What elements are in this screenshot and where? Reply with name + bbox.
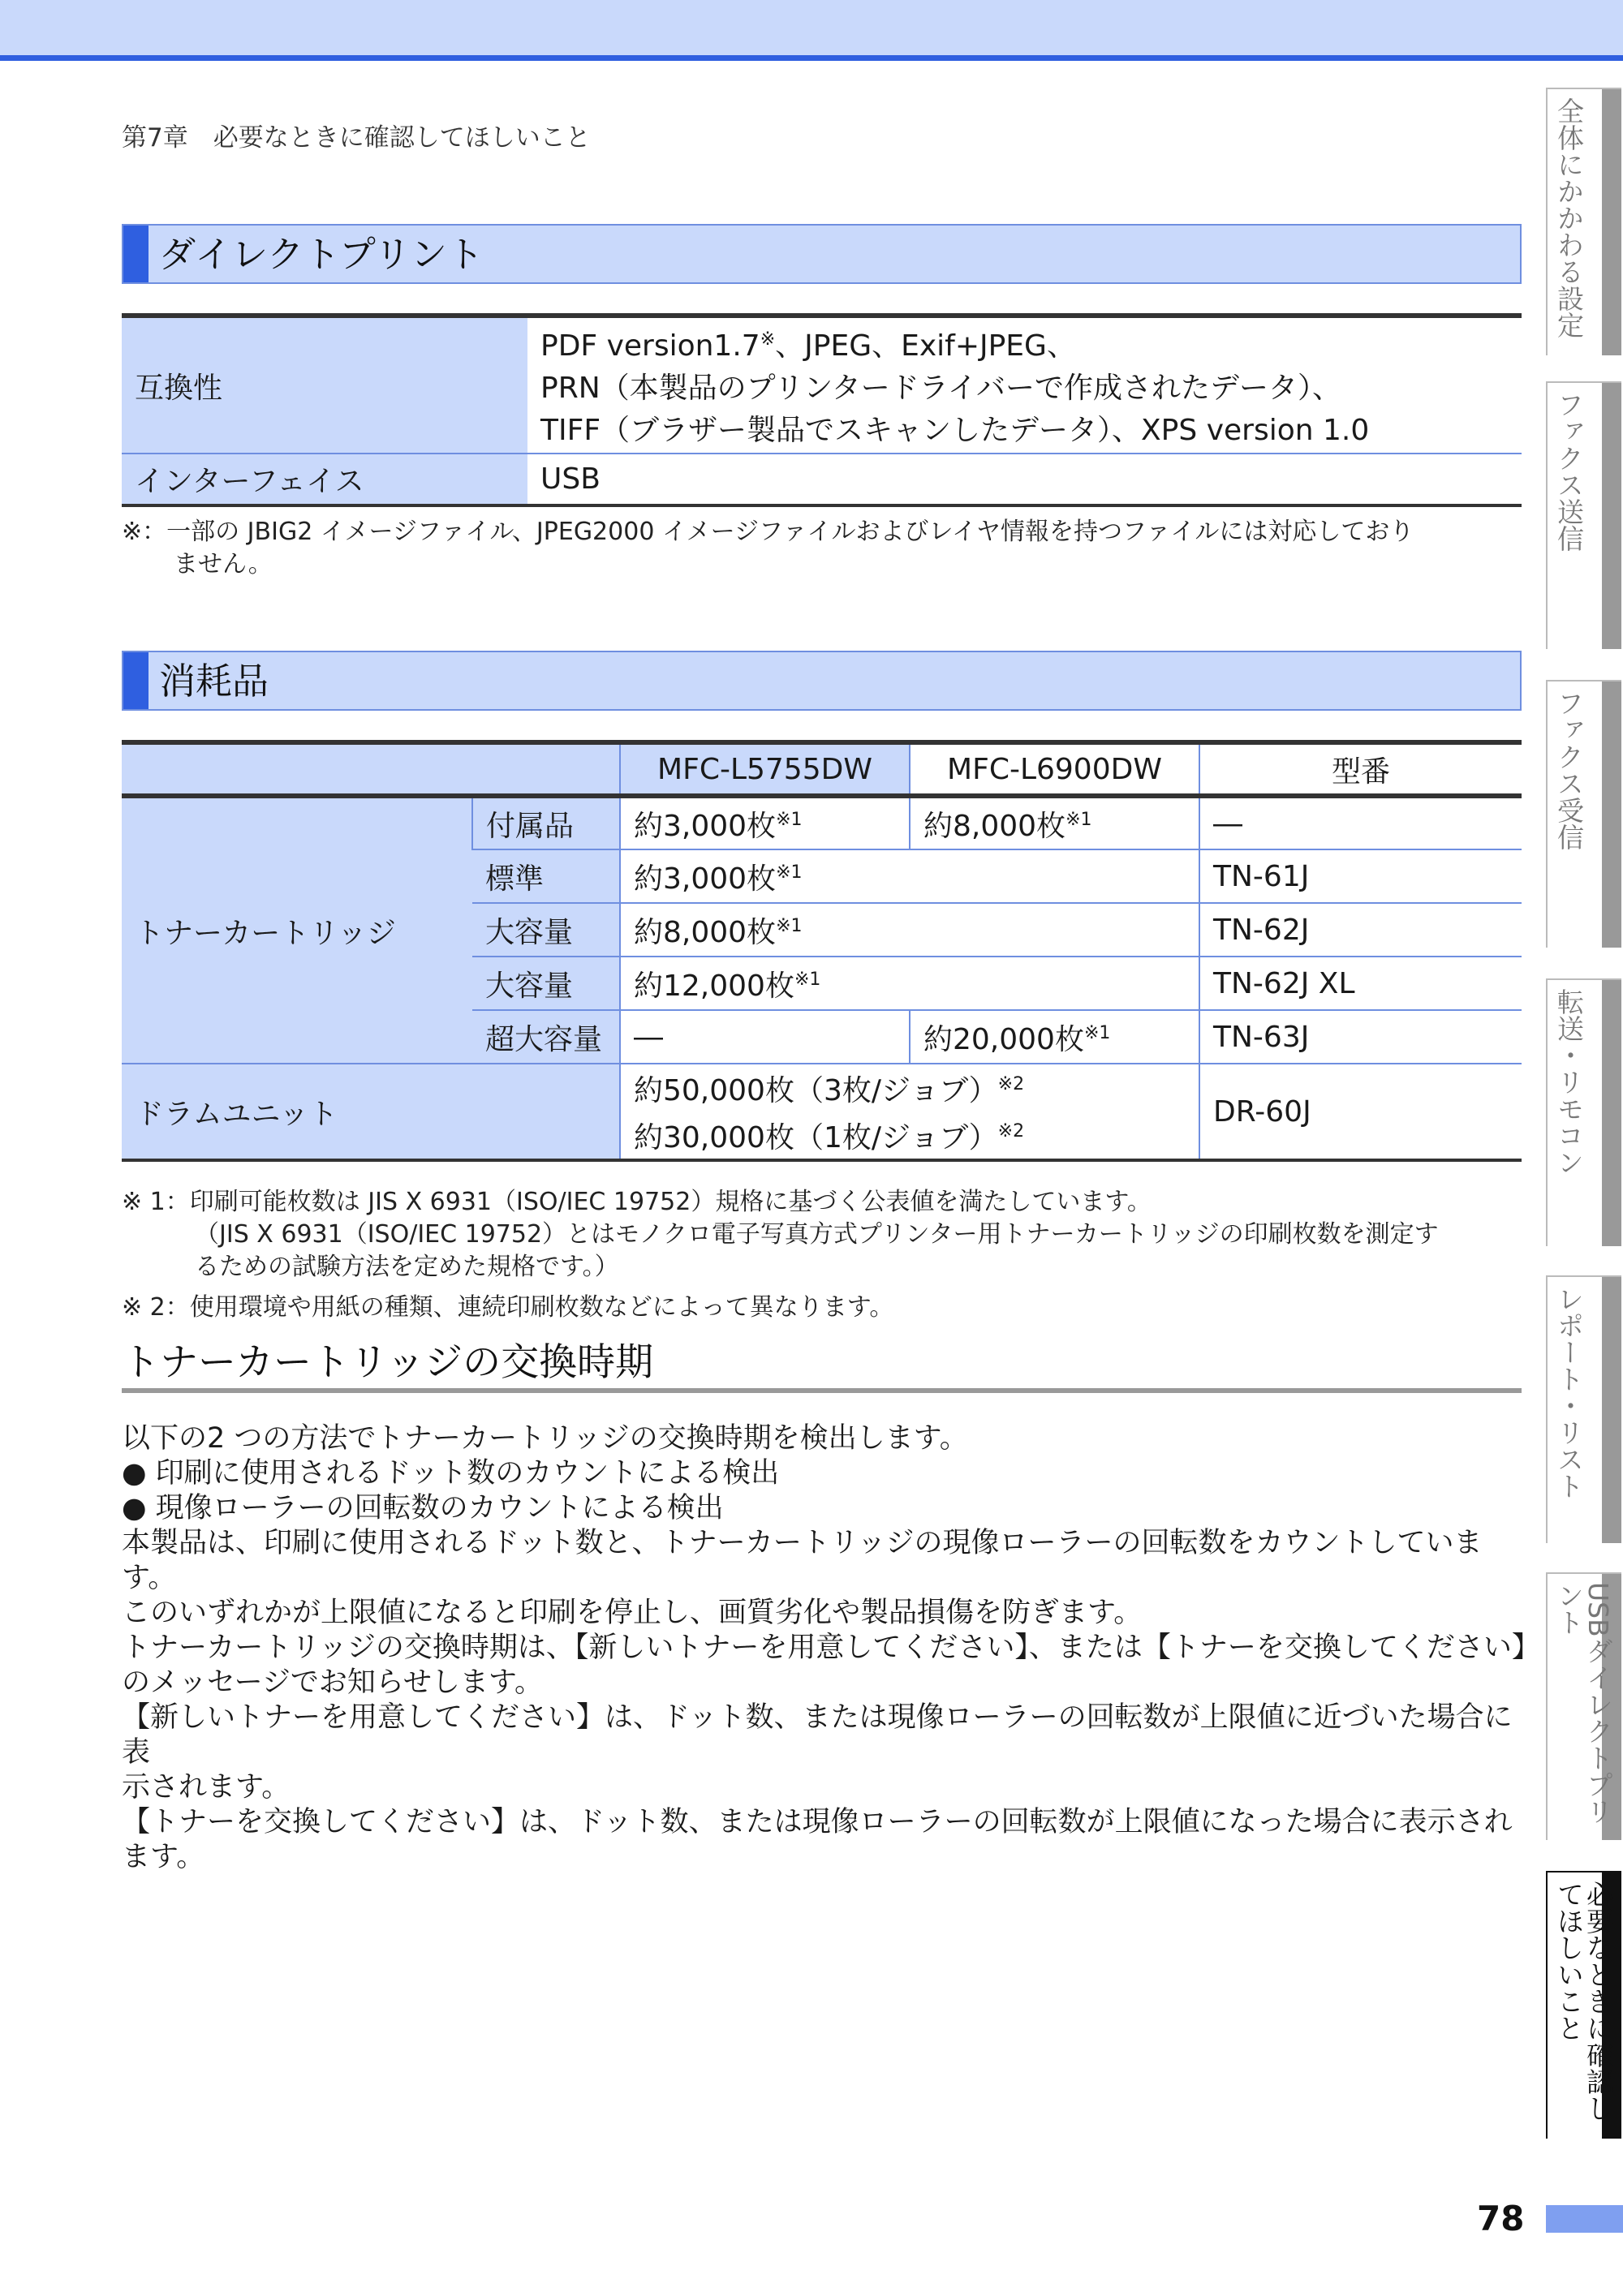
footnote-mark: ※1 xyxy=(794,969,821,990)
tab-edge xyxy=(1602,980,1621,1246)
direct-print-spec-table xyxy=(122,313,1522,507)
bullet-item: ● 印刷に使用されるドット数のカウントによる検出 xyxy=(122,1457,780,1490)
paragraph: 【トナーを交換してください】は、ドット数、または現像ローラーの回転数が上限値になった場合に表示されます。 xyxy=(122,1806,1513,1873)
tab-edge xyxy=(1602,1277,1621,1543)
consumables-footnotes xyxy=(122,1186,1439,1324)
paragraph: 【新しいトナーを用意してください】は、ドット数、または現像ローラーの回転数が上限値に近づいた場合に表 xyxy=(122,1701,1513,1769)
bullet-item: ● 現像ローラーの回転数のカウントによる検出 xyxy=(122,1492,724,1524)
footnote-mark: ※2 xyxy=(997,1074,1025,1094)
cell-value: 約8,000枚$^{※1}$ xyxy=(910,796,1199,849)
cell-model: TN-61J xyxy=(1199,849,1522,903)
row-type: 標準 xyxy=(472,849,620,903)
subsection-title: トナーカートリッジの交換時期 xyxy=(122,1340,654,1385)
body-text xyxy=(122,1421,1540,1875)
side-tab-report-list[interactable] xyxy=(1546,1275,1621,1543)
header-rule xyxy=(0,55,1623,61)
tab-label: レポート・リスト xyxy=(1553,1285,1585,1499)
paragraph: トナーカートリッジの交換時期は、【新しいトナーを用意してください】、または【トナーを交換してください】 xyxy=(122,1632,1540,1664)
footnote-mark: ※1 xyxy=(776,809,803,830)
side-tab-troubleshooting[interactable] xyxy=(1546,1871,1621,2139)
footnote-line: ※ 1：印刷可能枚数は JIS X 6931（ISO/IEC 19752）規格に基づく公表値を満たしています。 xyxy=(122,1188,1152,1216)
paragraph: のメッセージでお知らせします。 xyxy=(122,1666,544,1699)
table-row xyxy=(122,1064,1522,1160)
compat-line3: TIFF（ブラザー製品でスキャンしたデータ）、XPS version 1.0 xyxy=(540,414,1370,447)
section-accent xyxy=(123,226,149,282)
section-title: 消耗品 xyxy=(159,660,269,703)
tab-label: USBダイレクトプリント xyxy=(1553,1582,1614,1825)
footnote-line: ※ 2：使用環境や用紙の種類、連続印刷枚数などによって異なります。 xyxy=(122,1293,894,1322)
interface-label: インターフェイス xyxy=(122,454,527,505)
side-tab-fax-receive[interactable] xyxy=(1546,680,1621,948)
interface-value: USB xyxy=(540,462,601,496)
compat-value xyxy=(527,316,1522,454)
drum-label: ドラムユニット xyxy=(122,1064,620,1160)
compat-label: 互換性 xyxy=(122,316,527,454)
paragraph: このいずれかが上限値になると印刷を停止し、画質劣化や製品損傷を防ぎます。 xyxy=(122,1597,1143,1629)
tab-label: ファクス受信 xyxy=(1553,690,1585,850)
footnote-mark: ※1 xyxy=(776,915,803,936)
footnote-mark: ※ xyxy=(760,329,776,350)
footnote-mark: ※2 xyxy=(997,1121,1025,1142)
footnote-line: （JIS X 6931（ISO/IEC 19752）とはモノクロ電子写真方式プリンター用トナーカートリッジの印刷枚数を測定す xyxy=(195,1220,1439,1249)
cell-model: TN-62J XL xyxy=(1199,957,1522,1010)
side-tab-general-settings[interactable] xyxy=(1546,88,1621,355)
header-blank-cell xyxy=(122,742,620,796)
row-type: 超大容量 xyxy=(472,1010,620,1064)
col-header-model: 型番 xyxy=(1199,742,1522,796)
tab-label: 全体にかかわる設定 xyxy=(1553,97,1585,338)
row-type: 付属品 xyxy=(472,796,620,849)
chapter-heading: 第7章 必要なときに確認してほしいこと xyxy=(122,123,591,153)
compat-line1: PDF version1.7※、JPEG、Exif+JPEG、 xyxy=(540,329,1076,363)
compat-line2: PRN（本製品のプリンタードライバーで作成されたデータ）、 xyxy=(540,372,1341,405)
col-header-l6900: MFC-L6900DW xyxy=(910,742,1199,796)
side-tab-fax-send[interactable] xyxy=(1546,381,1621,649)
cell-value: 約3,000枚$^{※1}$ xyxy=(620,849,1199,903)
paragraph: 示されます。 xyxy=(122,1771,291,1804)
page-number-bar xyxy=(1546,2205,1623,2233)
side-tab-usb-direct-print[interactable] xyxy=(1546,1572,1621,1840)
row-type: 大容量 xyxy=(472,957,620,1010)
header-band xyxy=(0,0,1623,57)
table-row xyxy=(122,454,1522,505)
cell-model: TN-62J xyxy=(1199,903,1522,957)
subsection-rule xyxy=(122,1388,1522,1393)
cell-model: TN-63J xyxy=(1199,1010,1522,1064)
cell-value: 約20,000枚$^{※1}$ xyxy=(910,1010,1199,1064)
cell-value: ― xyxy=(620,1010,910,1064)
section-accent xyxy=(123,652,149,709)
footnote-line: ません。 xyxy=(174,550,273,578)
footnote-line: るための試験方法を定めた規格です。） xyxy=(195,1253,619,1281)
page-number: 78 xyxy=(1477,2199,1525,2238)
tab-label: ファクス送信 xyxy=(1553,391,1585,552)
footnote-mark: ※1 xyxy=(1065,809,1092,830)
section-title: ダイレクトプリント xyxy=(159,233,484,276)
drum-value: 約50,000枚（3枚/ジョブ）$^{※2}$ 約30,000枚（1枚/ジョブ）$^{※2}$ xyxy=(620,1064,1199,1160)
section-consumables xyxy=(122,651,1522,711)
table-row xyxy=(122,316,1522,454)
tab-edge xyxy=(1602,383,1621,649)
footnote-mark: ※1 xyxy=(776,862,803,883)
section-direct-print xyxy=(122,224,1522,284)
tab-edge xyxy=(1602,681,1621,948)
footnote-line: ※：一部の JBIG2 イメージファイル、JPEG2000 イメージファイルおよびレイヤ情報を持つファイルには対応しており xyxy=(122,518,1414,546)
drum-model: DR-60J xyxy=(1199,1064,1522,1160)
table-header-row xyxy=(122,742,1522,796)
paragraph: 本製品は、印刷に使用されるドット数と、トナーカートリッジの現像ローラーの回転数をカウントしています。 xyxy=(122,1527,1483,1594)
tab-label: 転送・リモコン xyxy=(1553,988,1585,1176)
consumables-table xyxy=(122,740,1522,1162)
tab-label: 必要なときに確認してほしいこと xyxy=(1553,1881,1614,2122)
cell-value: 約3,000枚$^{※1}$ xyxy=(620,796,910,849)
footnote-mark: ※1 xyxy=(1083,1022,1111,1043)
direct-print-footnote xyxy=(122,516,1414,581)
cell-value: 約12,000枚$^{※1}$ xyxy=(620,957,1199,1010)
tab-edge xyxy=(1602,89,1621,355)
table-row xyxy=(122,796,1522,849)
row-type: 大容量 xyxy=(472,903,620,957)
side-tab-forward-remote[interactable] xyxy=(1546,978,1621,1246)
cell-model: ― xyxy=(1199,796,1522,849)
cell-value: 約8,000枚$^{※1}$ xyxy=(620,903,1199,957)
paragraph: 以下の2 つの方法でトナーカートリッジの交換時期を検出します。 xyxy=(122,1422,968,1455)
col-header-l5755: MFC-L5755DW xyxy=(620,742,910,796)
toner-label: トナーカートリッジ xyxy=(122,796,472,1064)
